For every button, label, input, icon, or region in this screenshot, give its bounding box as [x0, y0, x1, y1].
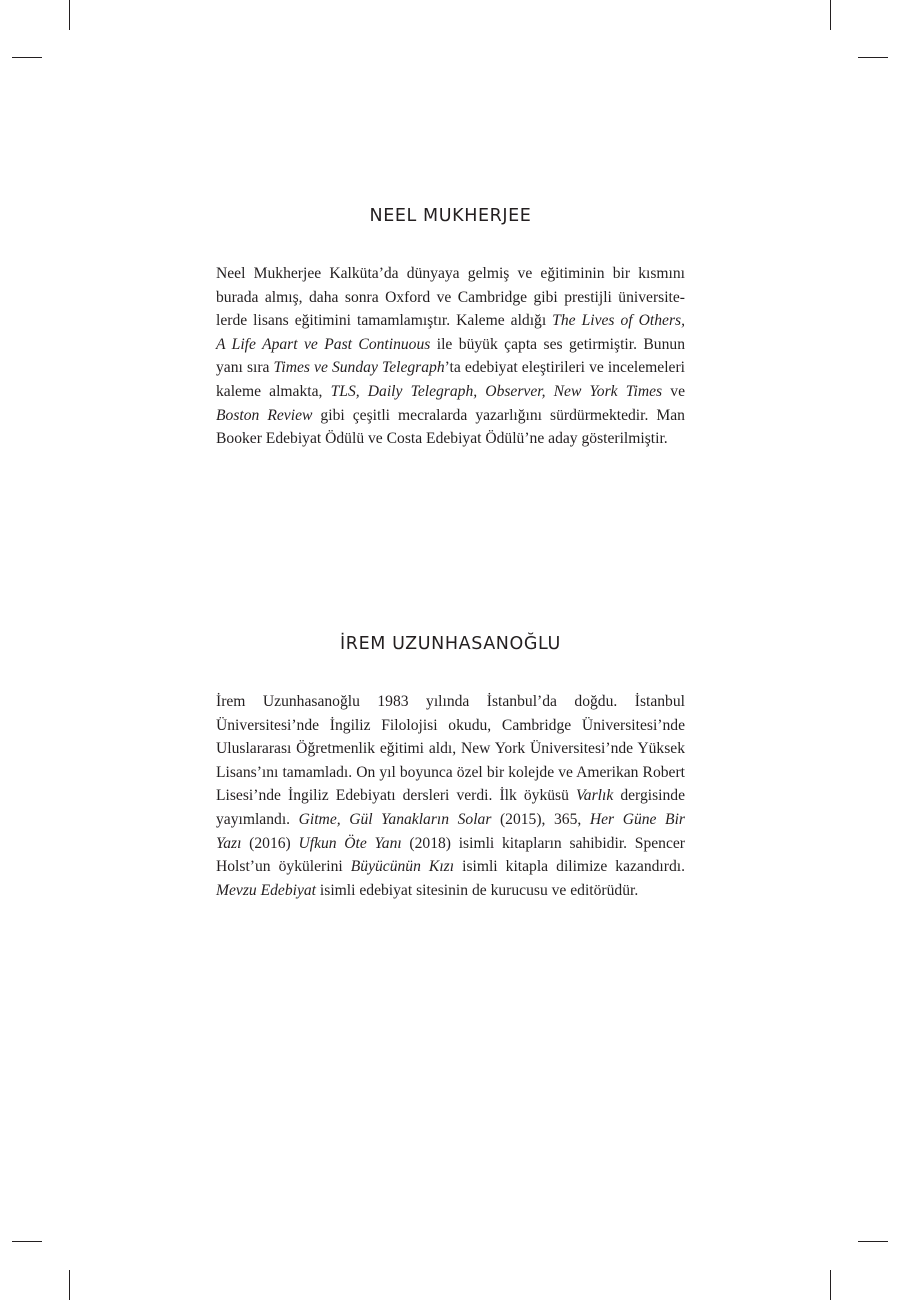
- body-text-run: gibi çeşitli mecralarda yazarlığını sürdürmektedir. Man: [312, 406, 685, 424]
- body-text-run: yanı sıra: [216, 359, 274, 377]
- italic-title-text: Yazı: [216, 834, 242, 852]
- crop-mark-top-right-vertical: [830, 0, 831, 30]
- paragraph-line: [216, 690, 685, 714]
- italic-title-text: Büyücünün Kızı: [350, 858, 455, 876]
- paragraph-line: [216, 808, 685, 832]
- body-text-run: (2015), 365,: [491, 810, 590, 828]
- italic-title-text: Times ve Sunday Telegraph: [273, 359, 445, 377]
- italic-title-text: A Life Apart ve Past Continuous: [216, 335, 431, 353]
- body-text-run: Lisans’ını tamamladı. On yıl boyunca özel bir kolejde ve Amerikan Robert: [216, 763, 685, 781]
- crop-mark-top-right-horizontal: [858, 57, 888, 58]
- body-text-run: burada almış, daha sonra Oxford ve Cambridge gibi prestijli üniversite-: [216, 288, 685, 306]
- crop-mark-top-left-horizontal: [12, 57, 42, 58]
- paragraph-line: [216, 286, 685, 310]
- paragraph-line: [216, 404, 685, 428]
- bio-heading: NEEL MUKHERJEE: [369, 206, 532, 226]
- italic-title-text: Varlık: [576, 787, 614, 805]
- crop-mark-bottom-left-vertical: [69, 1270, 70, 1300]
- body-text-run: lerde lisans eğitimini tamamlamıştır. Kaleme aldığı: [216, 312, 553, 330]
- crop-mark-bottom-right-vertical: [830, 1270, 831, 1300]
- body-text-run: (2016): [241, 834, 299, 852]
- paragraph-line: [216, 855, 685, 879]
- paragraph-line: [216, 309, 685, 333]
- bio-section-irem-uzunhasanoglu: [216, 634, 685, 902]
- body-text-run: ve: [662, 382, 685, 400]
- body-text-run: dergisinde: [613, 787, 685, 805]
- crop-mark-bottom-right-horizontal: [858, 1241, 888, 1242]
- body-text-run: Uluslararası Öğretmenlik eğitimi aldı, New York Üniversitesi’nde Yüksek: [216, 740, 685, 758]
- italic-title-text: Ufkun Öte Yanı: [298, 834, 402, 852]
- paragraph-line: [216, 333, 685, 357]
- paragraph-line: [216, 832, 685, 856]
- italic-title-text: TLS, Daily Telegraph, Observer, New York Times: [330, 382, 663, 400]
- paragraph-line: [216, 262, 685, 286]
- bio-paragraph: [216, 262, 685, 451]
- paragraph-line: [216, 737, 685, 761]
- body-text-run: ’ta edebiyat eleştirileri ve incelemeleri: [444, 359, 685, 377]
- body-text-run: Holst’un öykülerini: [216, 858, 351, 876]
- italic-title-text: Her Güne Bir: [589, 810, 685, 828]
- body-text-run: Booker Edebiyat Ödülü ve Costa Edebiyat Ödülü’ne aday gösterilmiştir.: [216, 430, 668, 448]
- paragraph-line: [216, 879, 685, 903]
- crop-mark-bottom-left-horizontal: [12, 1241, 42, 1242]
- body-text-run: Lisesi’nde İngiliz Edebiyatı dersleri verdi. İlk öyküsü: [216, 787, 576, 805]
- paragraph-line: [216, 380, 685, 404]
- paragraph-line: [216, 356, 685, 380]
- body-text-run: yayımlandı.: [216, 810, 299, 828]
- body-text-run: (2018) isimli kitapların sahibidir. Spencer: [401, 834, 685, 852]
- crop-mark-top-left-vertical: [69, 0, 70, 30]
- paragraph-line: [216, 784, 685, 808]
- paragraph-line: [216, 761, 685, 785]
- body-text-run: Üniversitesi’nde İngiliz Filolojisi okudu, Cambridge Üniversitesi’nde: [216, 716, 685, 734]
- bio-heading: İREM UZUNHASANOĞLU: [340, 634, 561, 654]
- body-text-run: Neel Mukherjee Kalküta’da dünyaya gelmiş ve eğitiminin bir kısmını: [216, 265, 685, 282]
- body-text-run: ile büyük çapta ses getirmiştir. Bunun: [430, 335, 685, 353]
- italic-title-text: The Lives of Others,: [552, 312, 685, 330]
- italic-title-text: Boston Review: [216, 406, 313, 424]
- italic-title-text: Mevzu Edebiyat: [216, 881, 317, 899]
- bio-section-neel-mukherjee: [216, 206, 685, 451]
- body-text-run: isimli kitapla dilimize kazandırdı.: [454, 858, 685, 876]
- bio-paragraph: [216, 690, 685, 902]
- body-text-run: İrem Uzunhasanoğlu 1983 yılında İstanbul’da doğdu. İstanbul: [216, 693, 685, 710]
- paragraph-line: [216, 714, 685, 738]
- body-text-run: kaleme almakta,: [216, 382, 331, 400]
- italic-title-text: Gitme, Gül Yanakların Solar: [298, 810, 492, 828]
- paragraph-line: [216, 427, 685, 451]
- body-text-run: isimli edebiyat sitesinin de kurucusu ve editörüdür.: [316, 881, 639, 899]
